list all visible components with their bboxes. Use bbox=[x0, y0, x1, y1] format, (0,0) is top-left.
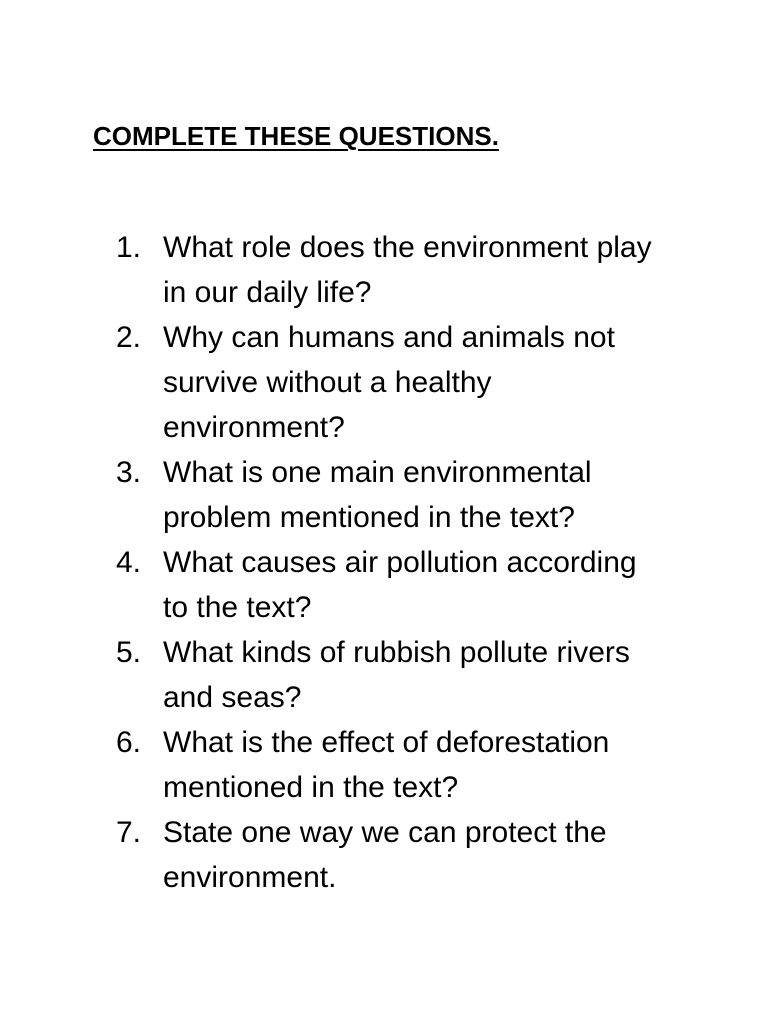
worksheet-heading: COMPLETE THESE QUESTIONS. bbox=[93, 121, 499, 151]
question-text: What causes air pollution according to the text? bbox=[163, 546, 637, 624]
question-number: 3. bbox=[116, 456, 142, 489]
question-list bbox=[0, 225, 768, 900]
question-number: 7. bbox=[116, 816, 142, 849]
question-item-1 bbox=[0, 225, 768, 315]
question-item-5 bbox=[0, 630, 768, 720]
question-item-3 bbox=[0, 450, 768, 540]
question-number: 6. bbox=[116, 726, 142, 759]
question-text: State one way we can protect the environment. bbox=[163, 816, 607, 894]
question-number: 1. bbox=[116, 231, 142, 264]
question-item-2 bbox=[0, 315, 768, 450]
question-text: Why can humans and animals not survive without a healthy environment? bbox=[163, 321, 615, 444]
question-number: 5. bbox=[116, 636, 142, 669]
question-text: What role does the environment play in our daily life? bbox=[163, 231, 652, 309]
question-item-6 bbox=[0, 720, 768, 810]
question-number: 4. bbox=[116, 546, 142, 579]
question-text: What is one main environmental problem mentioned in the text? bbox=[163, 456, 592, 534]
question-text: What is the effect of deforestation mentioned in the text? bbox=[163, 726, 610, 804]
question-item-7 bbox=[0, 810, 768, 900]
question-number: 2. bbox=[116, 321, 142, 354]
question-text: What kinds of rubbish pollute rivers and seas? bbox=[163, 636, 630, 714]
question-item-4 bbox=[0, 540, 768, 630]
